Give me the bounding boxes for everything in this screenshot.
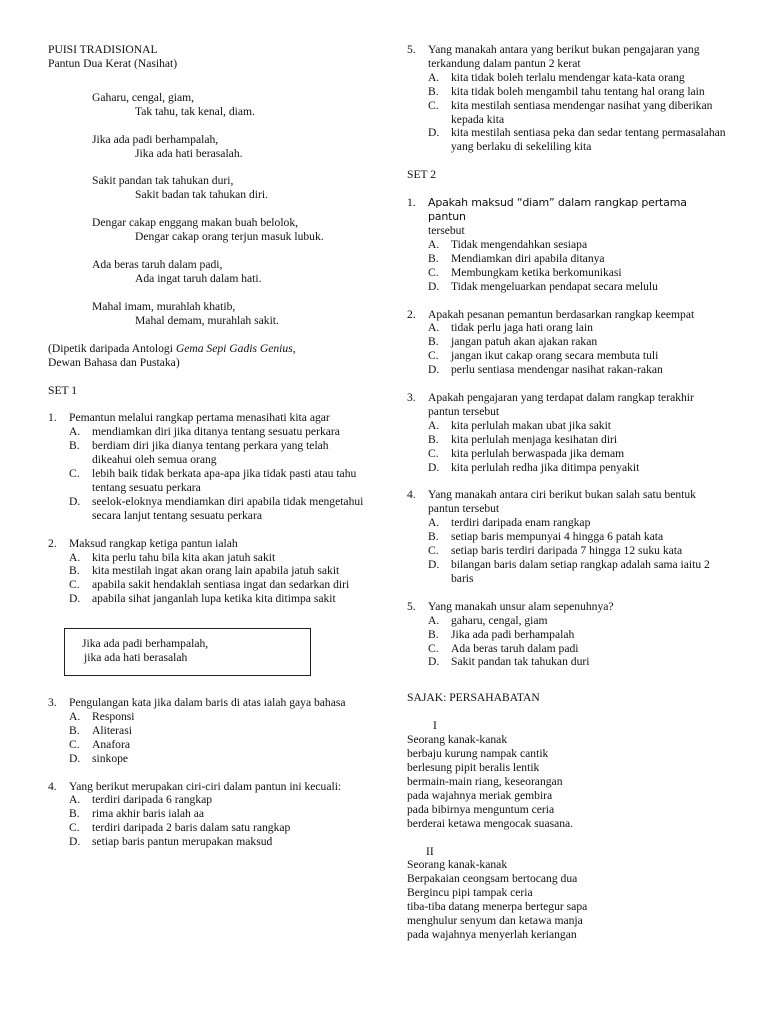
set2-title: SET 2 (407, 168, 437, 182)
option-text: kita mestilah sentiasa peka dan sedar tentang permasalahan yang berlaku di sekeliling kita (451, 126, 726, 154)
question-number: 1. (407, 196, 416, 210)
sajak-line: pada wajahnya meriak gembira (407, 788, 553, 802)
right-column (407, 43, 727, 942)
source-publisher: Dewan Bahasa dan Pustaka) (48, 355, 180, 369)
option-text: lebih baik tidak berkata apa-apa jika tidak pasti atau tahu tentang sesuatu perkara (92, 467, 357, 494)
answer-option (407, 266, 727, 280)
option-text: jangan ikut cakap orang secara membuta tuli (451, 349, 659, 363)
option-letter: B. (428, 432, 439, 446)
answer-option (407, 335, 727, 349)
option-letter: B. (69, 723, 80, 737)
set2-question-4 (407, 488, 727, 585)
option-letter: D. (428, 363, 440, 377)
option-letter: C. (69, 821, 80, 835)
option-letter: A. (428, 516, 440, 530)
pantun-line: Sakit pandan tak tahukan duri, (92, 174, 234, 188)
left-column (48, 43, 368, 849)
option-letter: C. (428, 544, 439, 558)
pantun-line: Sakit badan tak tahukan diri. (135, 188, 268, 202)
answer-option (48, 467, 368, 495)
option-letter: C. (428, 98, 439, 112)
option-letter: B. (428, 251, 439, 265)
option-text: terdiri daripada enam rangkap (451, 516, 591, 530)
answer-option (407, 461, 727, 475)
answer-option (407, 238, 727, 252)
answer-option (48, 592, 368, 606)
option-text: kita perlulah redha jika ditimpa penyakit (451, 460, 640, 474)
sajak-line: Seorang kanak-kanak (407, 733, 508, 747)
option-text: kita perlulah makan ubat jika sakit (451, 418, 612, 432)
answer-option (48, 835, 368, 849)
option-text: Membungkam ketika berkomunikasi (451, 265, 622, 279)
question-number: 2. (407, 307, 416, 321)
sajak-line: berlesung pipit beralis lentik (407, 760, 540, 774)
option-text: berdiam diri jika dianya tentang perkara yang telah dikeahui oleh semua orang (92, 439, 329, 467)
option-letter: B. (69, 807, 80, 821)
option-text: apabila sakit hendaklah sentiasa ingat dan sedarkan diri (92, 578, 350, 592)
sajak-stanza-2 (407, 858, 727, 941)
set2-question-5 (407, 600, 727, 670)
option-text: kita perlu tahu bila kita akan jatuh sakit (92, 550, 276, 564)
option-letter: A. (428, 321, 440, 335)
option-letter: B. (69, 564, 80, 578)
answer-option (407, 321, 727, 335)
answer-option (407, 558, 727, 586)
option-letter: A. (428, 418, 440, 432)
pantun-line: Mahal imam, murahlah khatib, (92, 299, 236, 313)
pantun-stanza (92, 258, 368, 286)
question-text: Pemantun melalui rangkap pertama menasihati kita agar (69, 411, 330, 425)
option-text: terdiri daripada 2 baris dalam satu rangkap (92, 821, 291, 835)
option-text: Responsi (92, 709, 135, 723)
answer-option (48, 439, 368, 467)
option-text: kita mestilah ingat akan orang lain apabila jatuh sakit (92, 564, 340, 578)
set2-question-3 (407, 391, 727, 474)
pantun-stanza (92, 133, 368, 161)
option-letter: C. (428, 641, 439, 655)
option-text: mendiamkan diri jika ditanya tentang sesuatu perkara (92, 425, 340, 439)
sajak-line: pada wajahnya menyerlah keriangan (407, 927, 577, 941)
answer-option (407, 516, 727, 530)
option-letter: C. (428, 349, 439, 363)
question-text: Apakah pesanan pemantun berdasarkan rangkap keempat (428, 307, 695, 321)
question-number: 2. (48, 536, 57, 550)
option-text: Tidak mengeluarkan pendapat secara melulu (451, 279, 658, 293)
question-number: 3. (48, 696, 57, 709)
question-text: Maksud rangkap ketiga pantun ialah (69, 536, 238, 550)
question-number: 4. (48, 779, 57, 793)
answer-option (407, 419, 727, 433)
pantun-poem (48, 91, 368, 328)
sajak-line: Seorang kanak-kanak (407, 858, 508, 872)
pantun-line: Dengar cakap enggang makan buah belolok, (92, 216, 299, 230)
sajak-title: SAJAK: PERSAHABATAN (407, 691, 540, 705)
option-letter: B. (428, 627, 439, 641)
answer-option (48, 807, 368, 821)
question-text: Yang manakah antara ciri berikut bukan salah satu bentuk pantun tersebut (428, 488, 696, 516)
sajak-line: tiba-tiba datang menerpa bertegur sapa (407, 900, 588, 914)
option-text: gaharu, cengal, giam (451, 613, 548, 627)
question-number: 1. (48, 411, 57, 425)
answer-option (407, 642, 727, 656)
answer-option (48, 425, 368, 439)
option-text: Aliterasi (92, 723, 132, 737)
pantun-line: Tak tahu, tak kenal, diam. (135, 104, 255, 118)
option-letter: D. (69, 751, 81, 765)
option-letter: A. (69, 425, 81, 439)
option-text: bilangan baris dalam setiap rangkap adalah sama iaitu 2 baris (451, 558, 710, 585)
sajak-line: bermain-main riang, keseorangan (407, 774, 563, 788)
pantun-stanza (92, 216, 368, 244)
option-letter: A. (428, 613, 440, 627)
option-text: Ada beras taruh dalam padi (451, 641, 579, 655)
option-text: setiap baris pantun merupakan maksud (92, 835, 273, 849)
answer-option (407, 349, 727, 363)
answer-option (48, 738, 368, 752)
pantun-line: Gaharu, cengal, giam, (92, 90, 195, 104)
option-text: Mendiamkan diri apabila ditanya (451, 251, 605, 265)
question-text: Apakah maksud “diam” dalam rangkap pertama pantun (428, 196, 687, 224)
option-text: setiap baris terdiri daripada 7 hingga 12 suku kata (451, 544, 683, 558)
set1-title: SET 1 (48, 383, 78, 397)
question-number: 3. (407, 391, 416, 405)
option-letter: C. (69, 578, 80, 592)
option-text: tidak perlu jaga hati orang lain (451, 321, 593, 335)
option-letter: D. (428, 126, 440, 140)
sajak-stanza-1 (407, 733, 727, 830)
option-letter: D. (69, 592, 81, 606)
sajak-part-number: II (426, 844, 434, 858)
quoted-lines-box (64, 628, 311, 676)
option-letter: B. (428, 530, 439, 544)
option-text: kita tidak boleh mengambil tahu tentang hal orang lain (451, 84, 705, 98)
option-letter: A. (428, 237, 440, 251)
option-letter: C. (428, 265, 439, 279)
pantun-stanza (92, 300, 368, 328)
answer-option (48, 578, 368, 592)
answer-option (407, 655, 727, 669)
option-text: seelok-eloknya mendiamkan diri apabila tidak mengetahui secara lanjut tentang sesuatu perkara (92, 494, 364, 522)
answer-option (407, 280, 727, 294)
sajak-part-number: I (433, 719, 437, 733)
option-text: kita perlulah menjaga kesihatan diri (451, 432, 618, 446)
option-letter: B. (69, 439, 80, 453)
option-letter: B. (428, 84, 439, 98)
page-title: PUISI TRADISIONAL (48, 43, 158, 56)
pantun-stanza (92, 174, 368, 202)
answer-option (407, 85, 727, 99)
pantun-line: Dengar cakap orang terjun masuk lubuk. (135, 230, 324, 244)
pantun-line: Ada ingat taruh dalam hati. (135, 271, 262, 285)
answer-option (407, 628, 727, 642)
option-text: kita tidak boleh terlalu mendengar kata-kata orang (451, 70, 685, 84)
set1-question-3 (48, 696, 368, 766)
option-letter: D. (69, 494, 81, 508)
answer-option (407, 126, 727, 154)
sajak-line: berbaju kurung nampak cantik (407, 747, 549, 761)
option-text: kita mestilah sentiasa mendengar nasihat yang diberikan kepada kita (451, 98, 713, 126)
option-letter: D. (428, 558, 440, 571)
answer-option (407, 363, 727, 377)
option-letter: A. (69, 793, 81, 807)
question-text-continued: tersebut (428, 223, 465, 237)
answer-option (407, 447, 727, 461)
page-subtitle: Pantun Dua Kerat (Nasihat) (48, 56, 178, 70)
pantun-line: Jika ada padi berhampalah, (92, 132, 219, 146)
option-text: perlu sentiasa mendengar nasihat rakan-rakan (451, 363, 663, 377)
answer-option (407, 71, 727, 85)
set1-question-5 (407, 43, 727, 154)
question-text: Yang berikut merupakan ciri-ciri dalam pantun ini kecuali: (69, 779, 342, 793)
set1-question-4 (48, 780, 368, 850)
answer-option (407, 99, 727, 127)
option-letter: A. (428, 70, 440, 84)
option-letter: D. (428, 655, 440, 669)
answer-option (48, 752, 368, 766)
sajak-line: Bergincu pipi tampak ceria (407, 886, 533, 900)
answer-option (407, 433, 727, 447)
sajak-line: pada bibirnya menguntum ceria (407, 802, 555, 816)
question-text: Yang manakah unsur alam sepenuhnya? (428, 599, 614, 613)
answer-option (48, 710, 368, 724)
sajak-line: Berpakaian ceongsam bertocang dua (407, 872, 578, 886)
answer-option (407, 252, 727, 266)
option-text: Tidak mengendahkan sesiapa (451, 237, 588, 251)
pantun-stanza (92, 91, 368, 119)
option-letter: D. (428, 460, 440, 474)
option-text: terdiri daripada 6 rangkap (92, 793, 213, 807)
answer-option (407, 544, 727, 558)
set1-question-1 (48, 411, 368, 522)
option-text: setiap baris mempunyai 4 hingga 6 patah kata (451, 530, 664, 544)
answer-option (48, 821, 368, 835)
source-citation (48, 342, 368, 356)
question-number: 4. (407, 488, 416, 502)
question-number: 5. (407, 599, 416, 613)
option-letter: C. (428, 446, 439, 460)
pantun-line: Jika ada hati berasalah. (135, 146, 243, 160)
answer-option (48, 495, 368, 523)
question-number: 5. (407, 43, 416, 56)
option-letter: D. (69, 835, 81, 849)
option-letter: A. (69, 550, 81, 564)
source-book-title: Gema Sepi Gadis Genius (175, 341, 293, 355)
option-text: sinkope (92, 751, 129, 765)
answer-option (48, 551, 368, 565)
answer-option (48, 564, 368, 578)
answer-option (48, 793, 368, 807)
answer-option (407, 530, 727, 544)
option-letter: C. (69, 467, 80, 481)
option-letter: C. (69, 737, 80, 751)
quoted-line: jika ada hati berasalah (84, 651, 188, 665)
option-text: rima akhir baris ialah aa (92, 807, 205, 821)
option-letter: D. (428, 279, 440, 293)
source-suffix: , (292, 341, 296, 355)
set2-question-1 (407, 196, 727, 293)
sajak-line: menghulur senyum dan ketawa manja (407, 914, 583, 928)
answer-option (407, 614, 727, 628)
quoted-line: Jika ada padi berhampalah, (82, 637, 209, 651)
question-text: Apakah pengajaran yang terdapat dalam rangkap terakhir pantun tersebut (428, 391, 694, 418)
pantun-line: Mahal demam, murahlah sakit. (135, 313, 279, 327)
question-text: Yang manakah antara yang berikut bukan pengajaran yang terkandung dalam pantun 2 kerat (428, 43, 700, 70)
option-text: kita perlulah berwaspada jika demam (451, 446, 625, 460)
source-prefix: (Dipetik daripada Antologi (48, 341, 176, 355)
option-text: apabila sihat janganlah lupa ketika kita ditimpa sakit (92, 592, 336, 606)
option-text: Anafora (92, 737, 130, 751)
answer-option (48, 724, 368, 738)
pantun-line: Ada beras taruh dalam padi, (92, 258, 223, 272)
option-text: jangan patuh akan ajakan rakan (451, 335, 598, 349)
option-letter: A. (69, 709, 81, 723)
question-text: Pengulangan kata jika dalam baris di atas ialah gaya bahasa (69, 696, 346, 709)
option-text: Sakit pandan tak tahukan duri (451, 655, 590, 669)
sajak-line: berderai ketawa mengocak suasana. (407, 816, 574, 830)
option-letter: B. (428, 335, 439, 349)
set1-question-2 (48, 537, 368, 607)
option-text: Jika ada padi berhampalah (451, 627, 575, 641)
set2-question-2 (407, 308, 727, 378)
